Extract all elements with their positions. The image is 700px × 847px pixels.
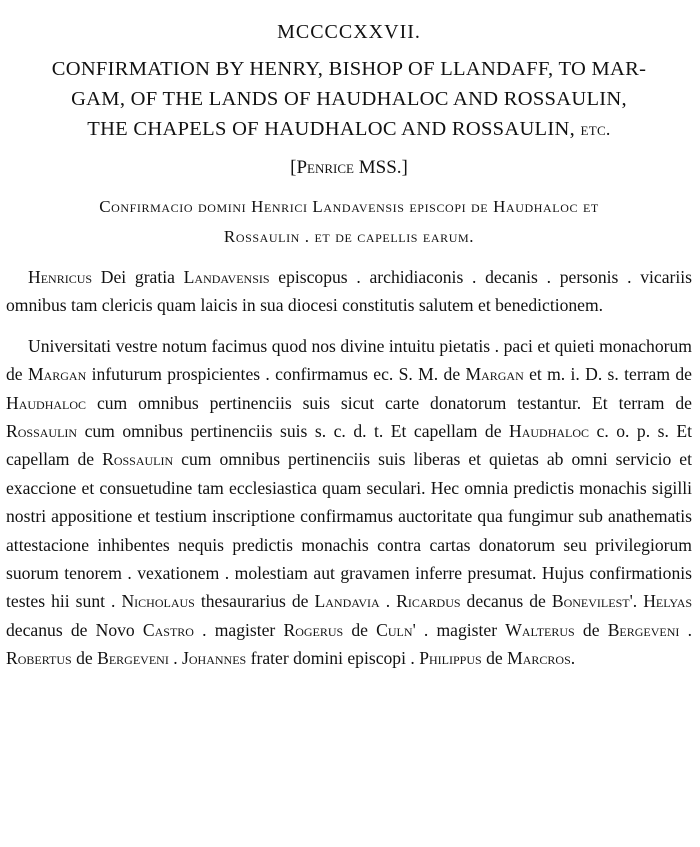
source-open-bracket: [ — [290, 157, 297, 178]
place-bergeveni: Bergeveni — [97, 648, 169, 669]
place-bonevilest: Bonevilest — [551, 591, 630, 612]
place-novo: Novo — [95, 619, 135, 640]
text-run: . — [379, 591, 397, 612]
text-run: . — [679, 619, 692, 640]
latin-heading — [6, 192, 692, 252]
place-margan: Margan — [27, 364, 87, 385]
place-landavensis: Landavensis — [183, 267, 270, 287]
text-run: c. o. p. s. Et capellam de — [6, 421, 692, 470]
text-run: de — [343, 619, 377, 640]
text-run: cum omnibus pertinenciis suis liberas et quietas ab omni servicio et exaccione et consuetudine tam ecclesiastica quam seculari. Hec omnia predictis monachis sigilli nostri appositione et testium inscriptione confirmamus auctoritate qua fungimur sub anathematis attestacione inhibentes nequis predictis monachis contra cartas donatorum seu privilegiorum suorum tenorem . vexationem . molestiam aut gravamen inferre presumat. Hujus confirmationis testes hii sunt . — [6, 449, 693, 612]
source-mss: MSS. — [353, 157, 402, 178]
text-run: frater domini episcopi . — [246, 648, 420, 669]
title-etc: etc. — [580, 119, 611, 139]
name-henricus: Henricus — [28, 267, 93, 287]
text-run: cum omnibus pertinenciis suis s. c. d. t. Et capellam de — [77, 421, 509, 442]
title-line-1: CONFIRMATION BY HENRY, BISHOP OF LLANDAFF, TO MAR- — [51, 58, 647, 80]
text-run — [135, 620, 143, 640]
place-landavia: Landavia — [314, 591, 380, 612]
name-robertus: Robertus — [6, 648, 72, 669]
name-johannes: Johannes — [182, 648, 247, 669]
text-run: . — [168, 648, 183, 669]
latin-heading-line-1: Confirmacio domini Henrici Landavensis episcopi de Haudhaloc et — [99, 197, 599, 216]
text-run: ' . magister — [412, 619, 506, 640]
text-run: decanus de — [6, 619, 96, 640]
text-run: de — [71, 648, 98, 669]
source-reference — [6, 154, 692, 182]
text-run: decanus de — [460, 591, 552, 612]
name-walterus: Walterus — [505, 619, 575, 640]
text-run: cum omnibus pertinenciis suis sicut carte donatorum testantur. Et terram de — [86, 392, 692, 413]
text-run: de — [481, 648, 508, 669]
source-close-bracket: ] — [401, 157, 408, 178]
text-run: et m. i. D. s. terram de — [523, 364, 692, 385]
document-title — [6, 54, 692, 144]
name-helyas: Helyas — [643, 591, 693, 612]
name-nicholaus: Nicholaus — [121, 591, 195, 612]
title-line-3 — [6, 114, 692, 144]
name-ricardus: Ricardus — [396, 591, 461, 612]
document-number: MCCCCXXVII. — [277, 21, 421, 43]
latin-heading-line-2: Rossaulin . et de capellis earum. — [223, 227, 475, 246]
place-culn: Culn — [376, 619, 413, 640]
text-run: . magister — [193, 619, 284, 640]
place-castro: Castro — [142, 619, 194, 640]
body-paragraph-1 — [6, 263, 692, 320]
place-haudhaloc: Haudhaloc — [6, 392, 87, 413]
text-run: Universitati vestre notum facimus quod nos divine intuitu pietatis . paci et quieti monachorum de — [6, 335, 692, 385]
text-run: '. — [629, 591, 644, 612]
source-name: Penrice — [296, 157, 354, 178]
place-haudhaloc: Haudhaloc — [509, 421, 590, 442]
text-run: infuturum prospicientes . confirmamus ec. S. M. de — [86, 364, 466, 385]
text-run: Dei gratia — [92, 267, 184, 287]
body-paragraph-2 — [6, 332, 692, 673]
text-run: episcopus . archidiaconis . decanis . personis . vicariis omnibus tam clericis quam laicis in sua diocesi constitutis salutem et benedictionem. — [6, 267, 692, 316]
title-line-2: GAM, OF THE LANDS OF HAUDHALOC AND ROSSAULIN, — [71, 88, 627, 110]
text-run: thesaurarius de — [194, 591, 315, 612]
name-rogerus: Rogerus — [283, 619, 344, 640]
place-rossaulin: Rossaulin — [6, 421, 78, 442]
text-run: de — [574, 619, 608, 640]
text-run: . — [570, 648, 576, 669]
name-philippus: Philippus — [419, 648, 482, 669]
place-bergeveni: Bergeveni — [607, 619, 680, 640]
place-rossaulin: Rossaulin — [102, 449, 174, 470]
title-line-3-text: THE CHAPELS OF HAUDHALOC AND ROSSAULIN, — [87, 118, 576, 140]
place-margan: Margan — [465, 364, 524, 385]
place-marcros: Marcros — [507, 648, 571, 669]
